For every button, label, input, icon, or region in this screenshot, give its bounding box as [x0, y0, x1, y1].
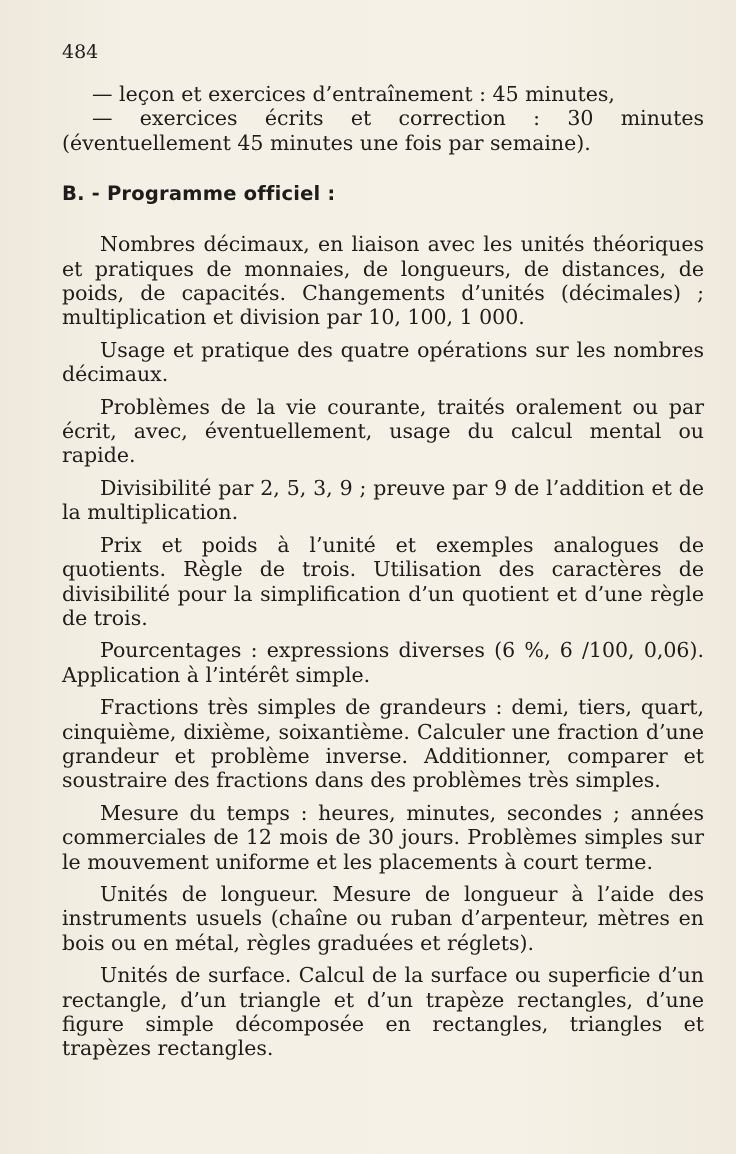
paragraph-four-operations: Usage et pratique des quatre opérations sur les nombres décimaux. — [62, 337, 704, 387]
paragraph-decimal-numbers: Nombres décimaux, en liaison avec les unités théoriques et pratiques de monnaies, de longueurs, de distances, de poids, de capacités. Changements d’unités (décimales) ; multiplication et division par 10, 100, 1 000. — [62, 232, 704, 330]
paragraph-unit-price: Prix et poids à l’unité et exemples analogues de quotients. Règle de trois. Utilisation des caractères de divisibilité pour la simplification d’un quotient et d’une règle de trois. — [62, 532, 704, 630]
schedule-item-lesson: — leçon et exercices d’entraînement : 45 minutes, — [92, 82, 615, 106]
paragraph-fractions: Fractions très simples de grandeurs : demi, tiers, quart, cinquième, dixième, soixantième. Calculer une fraction d’une grandeur et problème inverse. Additionner, comparer et soustraire des fractions dans des problèmes très simples. — [62, 695, 704, 793]
paragraph-length-units: Unités de longueur. Mesure de longueur à l’aide des instruments usuels (chaîne ou ruban d’arpenteur, mètres en bois ou en métal, règles graduées et réglets). — [62, 881, 704, 955]
section-heading: B. - Programme officiel : — [62, 182, 336, 206]
paragraph-divisibility: Divisibilité par 2, 5, 3, 9 ; preuve par 9 de l’addition et de la multiplication. — [62, 475, 704, 525]
paragraph-surface-units: Unités de surface. Calcul de la surface ou superficie d’un rectangle, d’un triangle et d’un trapèze rectangles, d’une figure simple décomposée en rectangles, triangles et trapèzes rectangles. — [62, 963, 704, 1061]
paragraph-percentages: Pourcentages : expressions diverses (6 %, 6 /100, 0,06). Application à l’intérêt simple. — [62, 638, 704, 687]
paragraph-everyday-problems: Problèmes de la vie courante, traités oralement ou par écrit, avec, éventuellement, usage du calcul mental ou rapide. — [62, 394, 704, 468]
schedule-item-written-exercises: — exercices écrits et correction : 30 minutes (éventuellement 45 minutes une fois par semaine). — [62, 106, 704, 155]
page-number: 484 — [62, 41, 99, 63]
paragraph-time-measure: Mesure du temps : heures, minutes, secondes ; années commerciales de 12 mois de 30 jours. Problèmes simples sur le mouvement uniforme et les placements à court terme. — [62, 800, 704, 874]
